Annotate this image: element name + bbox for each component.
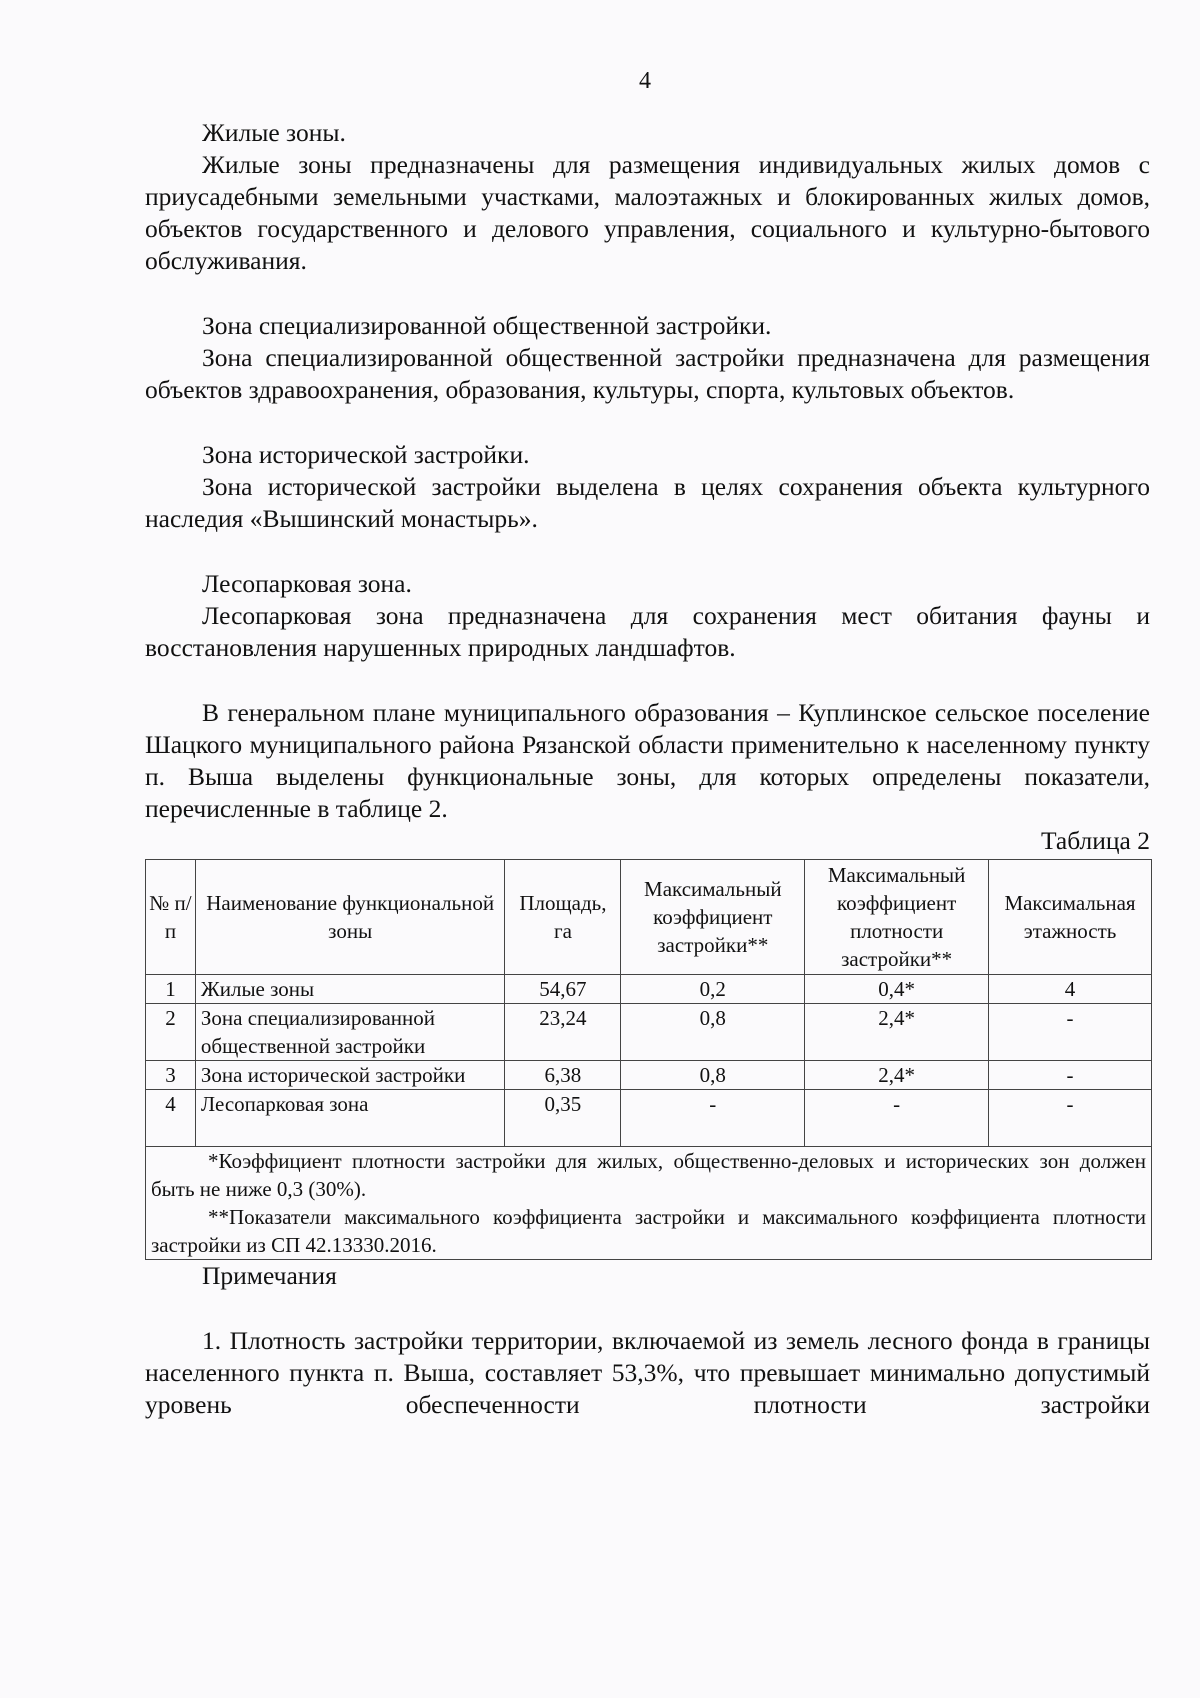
zones-table (145, 859, 1152, 1260)
cell-density: 0,4* (805, 975, 989, 1004)
section-title-public: Зона специализированной общественной застройки. (202, 311, 772, 340)
cell-area: 6,38 (505, 1061, 621, 1090)
cell-name: Зона специализированной общественной застройки (195, 1004, 505, 1061)
table-row (146, 1061, 1152, 1090)
cell-area: 54,67 (505, 975, 621, 1004)
cell-floors: - (989, 1004, 1152, 1061)
cell-floors: 4 (989, 975, 1152, 1004)
cell-name: Лесопарковая зона (195, 1090, 505, 1147)
cell-name: Жилые зоны (195, 975, 505, 1004)
table-footnote-row (146, 1147, 1152, 1260)
header-density: Максимальный коэффициент плотности застройки** (805, 860, 989, 975)
cell-density: - (805, 1090, 989, 1147)
header-floors: Максимальная этажность (989, 860, 1152, 975)
note-1: 1. Плотность застройки территории, включаемой из земель лесного фонда в границы населенного пункта п. Выша, составляет 53,3%, что превышает минимально допустимый уровень обеспеченности плотности застройки (145, 1326, 1150, 1419)
section-text-forest: Лесопарковая зона предназначена для сохранения мест обитания фауны и восстановления нарушенных природных ландшафтов. (145, 601, 1150, 662)
table-row (146, 1004, 1152, 1061)
cell-coef: 0,2 (621, 975, 805, 1004)
intro-paragraph: В генеральном плане муниципального образования – Куплинское сельское поселение Шацкого муниципального района Рязанской области применительно к населенному пункту п. Выша выделены функциональные зоны, для которых определены показатели, перечисленные в таблице 2. (145, 698, 1150, 823)
header-num: № п/п (146, 860, 196, 975)
header-name: Наименование функциональной зоны (195, 860, 505, 975)
section-text-public: Зона специализированной общественной застройки предназначена для размещения объектов здравоохранения, образования, культуры, спорта, культовых объектов. (145, 343, 1150, 404)
cell-name: Зона исторической застройки (195, 1061, 505, 1090)
cell-coef: 0,8 (621, 1004, 805, 1061)
notes-title: Примечания (202, 1261, 337, 1290)
page-number: 4 (639, 68, 651, 94)
section-title-residential: Жилые зоны. (202, 118, 346, 147)
section-text-historic: Зона исторической застройки выделена в целях сохранения объекта культурного наследия «Вышинский монастырь». (145, 472, 1150, 533)
table-row (146, 1090, 1152, 1147)
header-area: Площадь, га (505, 860, 621, 975)
table-caption: Таблица 2 (1040, 826, 1150, 855)
cell-coef: - (621, 1090, 805, 1147)
table-footnotes (146, 1147, 1152, 1260)
cell-num: 2 (146, 1004, 196, 1061)
cell-density: 2,4* (805, 1061, 989, 1090)
document-body (145, 117, 1150, 1421)
cell-floors: - (989, 1090, 1152, 1147)
table-header-row (146, 860, 1152, 975)
header-coef: Максимальный коэффициент застройки** (621, 860, 805, 975)
footnote-1: *Коэффициент плотности застройки для жилых, общественно-деловых и исторических зон должен быть не ниже 0,3 (30%). (151, 1149, 1146, 1201)
cell-coef: 0,8 (621, 1061, 805, 1090)
cell-num: 3 (146, 1061, 196, 1090)
table-row (146, 975, 1152, 1004)
cell-density: 2,4* (805, 1004, 989, 1061)
section-title-historic: Зона исторической застройки. (202, 440, 530, 469)
footnote-2: **Показатели максимального коэффициента застройки и максимального коэффициента плотности застройки из СП 42.13330.2016. (151, 1205, 1146, 1257)
cell-floors: - (989, 1061, 1152, 1090)
section-title-forest: Лесопарковая зона. (202, 569, 412, 598)
cell-num: 4 (146, 1090, 196, 1147)
cell-num: 1 (146, 975, 196, 1004)
cell-area: 0,35 (505, 1090, 621, 1147)
cell-area: 23,24 (505, 1004, 621, 1061)
section-text-residential: Жилые зоны предназначены для размещения индивидуальных жилых домов с приусадебными земельными участками, малоэтажных и блокированных жилых домов, объектов государственного и делового управления, социального и культурно-бытового обслуживания. (145, 150, 1150, 275)
